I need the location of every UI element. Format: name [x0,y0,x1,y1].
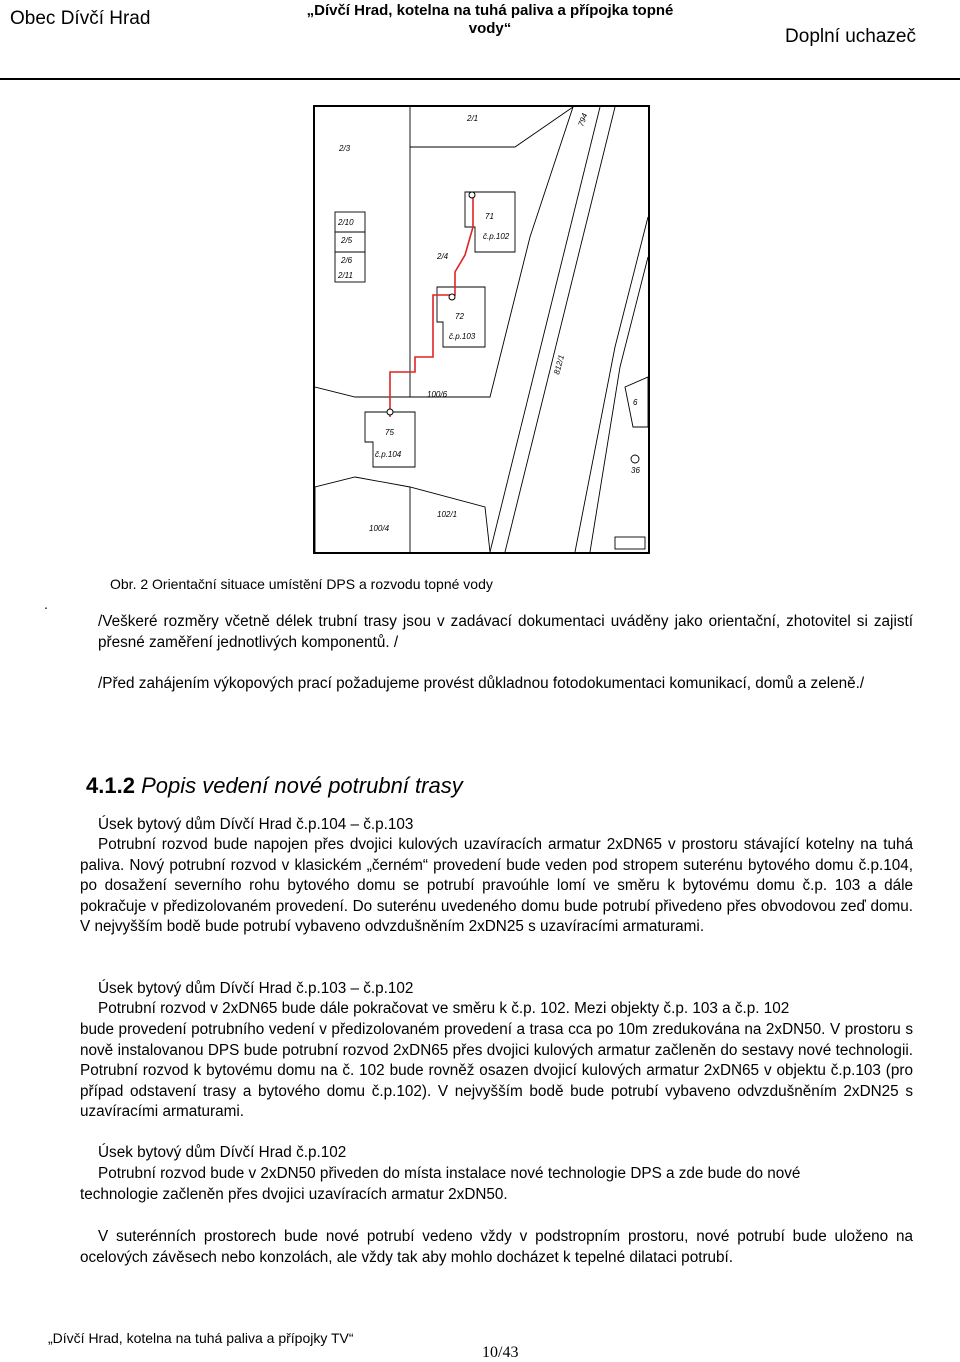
label-cp104: č.p.104 [375,450,402,459]
note-photo-documentation: /Před zahájením výkopových prací požadujeme provést důkladnou fotodokumentaci komunikací, domů a zeleně./ [98,675,865,692]
figure-caption: Obr. 2 Orientační situace umístění DPS a rozvodu topné vody [110,576,493,592]
label-cp103: č.p.103 [449,332,476,341]
pipe-route [390,192,473,417]
block2-title: Úsek bytový dům Dívčí Hrad č.p.103 – č.p.102 [98,980,414,997]
label-36: 36 [631,466,640,475]
label-2-3: 2/3 [339,144,351,153]
site-map-figure [313,105,650,554]
header-project-title: „Dívčí Hrad, kotelna na tuhá paliva a přípojka topné vody“ [306,2,674,37]
road-line-2 [505,107,615,552]
pipe-node-75 [387,409,393,415]
label-2-4: 2/4 [437,252,449,261]
scale-box [615,537,645,549]
block3-title: Úsek bytový dům Dívčí Hrad č.p.102 [98,1144,347,1161]
label-100-6: 100/6 [427,390,448,399]
pipe-node-72 [449,294,455,300]
section-title: Popis vedení nové potrubní trasy [141,773,463,798]
label-812-1: 812/1 [552,353,567,376]
section-heading [86,773,463,799]
block3-text: technologie začleněn přes dvojici uzavíracích armatur 2xDN50. [80,1186,508,1203]
road-line-3 [575,217,648,552]
parcel-2-1-outline [410,107,573,147]
label-6: 6 [633,398,638,407]
parcel-100-4-outline [315,477,490,552]
page-header [0,0,960,80]
block4-text: V suterénních prostorech bude nové potrubí vedeno vždy v podstropním prostoru, nové potrubí bude uloženo na ocelových závěsech nebo konzolách, ale vždy tak aby mohlo docházet k tepelné dilataci potrubí. [80,1228,913,1266]
label-72: 72 [455,312,464,321]
label-2-6: 2/6 [341,256,353,265]
label-2-10: 2/10 [338,218,354,227]
label-794: 794 [576,112,590,128]
parcel-100-6-top [315,387,410,397]
label-102-1: 102/1 [437,510,458,519]
header-contractor: Doplní uchazeč [785,26,916,47]
label-2-1: 2/1 [467,114,479,123]
note-dimensions: /Veškeré rozměry včetně délek trubní trasy jsou v zadávací dokumentaci uváděny jako orientační, zhotovitel si zajistí přesné zaměření jednotlivých komponentů. / [98,613,913,651]
label-2-5: 2/5 [341,236,353,245]
site-map-drawing [315,107,648,552]
block2-text: bude provedení potrubního vedení v předizolovaném provedení a trasa cca po 10m zredukována na 2xDN50. V prostoru s nově instalovanou DPS bude potrubní rozvod 2xDN65 přes dvojici kulových armatur začleněn do sestavy nové technologii. Potrubní rozvod k bytovému domu na č. 102 bude rovněž osazen dvojicí kulových armatur 2xDN65 v objektu č.p.103 (pro případ odstavení trasy a bytového domu č.p.102). V nejvyšším bodě bude potrubí vybaveno odvzdušněním 2xDN25 s uzavíracími armaturami. [80,1021,913,1120]
label-cp102: č.p.102 [483,232,510,241]
header-divider [0,78,960,80]
block1-title: Úsek bytový dům Dívčí Hrad č.p.104 – č.p.103 [98,816,414,833]
footer-project-title: „Dívčí Hrad, kotelna na tuhá paliva a přípojky TV“ [48,1330,354,1346]
block3-first-line: Potrubní rozvod bude v 2xDN50 přiveden do místa instalace nové technologie DPS a zde bude do nové [98,1165,801,1182]
label-75: 75 [385,428,394,437]
section-number: 4.1.2 [86,773,135,798]
well-36 [631,455,639,463]
block2-first-line: Potrubní rozvod v 2xDN65 bude dále pokračovat ve směru k č.p. 102. Mezi objekty č.p. 103 a č.p. 102 [98,1000,790,1017]
header-municipality: Obec Dívčí Hrad [10,8,151,29]
label-100-4: 100/4 [369,524,390,533]
block1-text: Potrubní rozvod bude napojen přes dvojici kulových uzavíracích armatur 2xDN65 v prostoru stávající kotelny na tuhá paliva. Nový potrubní rozvod v klasickém „černém“ provedení bude veden pod stropem suterénu bytového domu č.p.104, po dosažení severního rohu bytového domu se potrubí pravoúhle lomí ve směru k bytovému domu č.p. 103 a dále pokračuje v předizolovaném provedení. Do suterénu uvedeného domu bude potrubí přivedeno přes obvodovou zeď domu. V nejvyšším bodě bude potrubí vybaveno odvzdušněním 2xDN25 s uzavíracími armaturami. [80,836,913,935]
road-line-4 [590,257,648,552]
pipe-node-71 [469,192,475,198]
page-number: 10/43 [482,1344,519,1361]
label-71: 71 [485,212,494,221]
label-2-11: 2/11 [338,271,353,280]
stray-dot: . [44,596,48,612]
